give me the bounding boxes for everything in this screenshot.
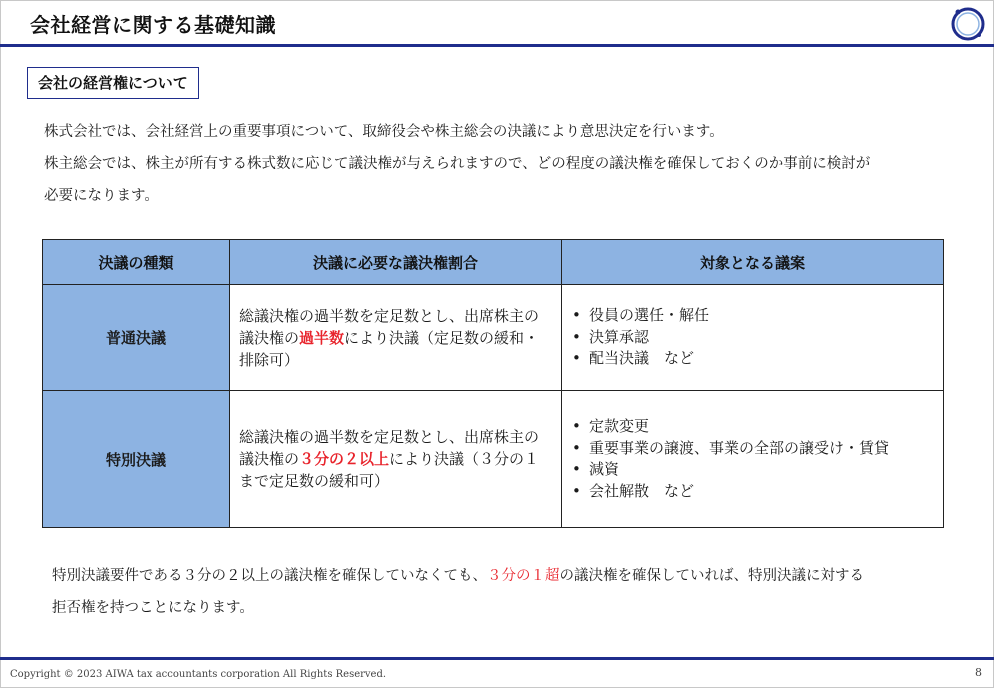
note-highlight: ３分の１超 bbox=[487, 568, 560, 584]
requirement-highlight: ３分の２以上 bbox=[299, 450, 390, 468]
list-item: • 定款変更 bbox=[570, 416, 937, 438]
note-line: 拒否権を持つことになります。 bbox=[52, 600, 254, 616]
row-requirement bbox=[230, 391, 562, 528]
note-text-part: の議決権を確保していれば、特別決議に対する bbox=[559, 568, 864, 584]
list-item: • 決算承認 bbox=[570, 327, 937, 349]
table-row bbox=[43, 391, 944, 528]
note-text bbox=[52, 560, 962, 624]
footer-divider bbox=[0, 657, 994, 660]
header-resolution-type: 決議の種類 bbox=[43, 240, 230, 285]
requirement-highlight: 過半数 bbox=[299, 328, 345, 347]
requirement-text: 総議決権の過半数を定足数とし、出席株主の議決権の bbox=[239, 306, 540, 347]
list-item: • 配当決議 など bbox=[570, 348, 937, 370]
intro-text bbox=[44, 116, 964, 212]
header-required-ratio: 決議に必要な議決権割合 bbox=[230, 240, 562, 285]
list-item: • 会社解散 など bbox=[570, 481, 937, 503]
header-target-items: 対象となる議案 bbox=[562, 240, 944, 285]
intro-line: 必要になります。 bbox=[44, 188, 159, 204]
resolution-table bbox=[42, 239, 944, 528]
list-item: • 役員の選任・解任 bbox=[570, 305, 937, 327]
page-number: 8 bbox=[975, 666, 982, 679]
section-heading: 会社の経営権について bbox=[27, 67, 199, 99]
row-items bbox=[562, 391, 944, 528]
note-line bbox=[52, 560, 962, 592]
copyright-text: Copyright © 2023 AIWA tax accountants corporation All Rights Reserved. bbox=[10, 669, 387, 680]
table-row bbox=[43, 285, 944, 391]
requirement-text: により決議（３分の１まで定足数の緩和可） bbox=[239, 450, 540, 490]
table-header-row bbox=[43, 240, 944, 285]
header-divider bbox=[0, 44, 994, 47]
row-items bbox=[562, 285, 944, 391]
intro-line: 株主総会では、株主が所有する株式数に応じて議決権が与えられますので、どの程度の議決権を確保しておくのか事前に検討が bbox=[44, 156, 871, 172]
list-item: • 減資 bbox=[570, 459, 937, 481]
intro-line: 株式会社では、会社経営上の重要事項について、取締役会や株主総会の決議により意思決定を行います。 bbox=[44, 124, 724, 140]
row-requirement bbox=[230, 285, 562, 391]
row-type-special: 特別決議 bbox=[43, 391, 230, 528]
row-type-ordinary: 普通決議 bbox=[43, 285, 230, 391]
requirement-text: により決議（定足数の緩和・排除可） bbox=[239, 328, 540, 369]
note-text-part: 特別決議要件である３分の２以上の議決権を確保していなくても、 bbox=[52, 568, 487, 584]
requirement-text: 総議決権の過半数を定足数とし、出席株主の議決権の bbox=[239, 428, 540, 468]
page-title: 会社経営に関する基礎知識 bbox=[30, 13, 276, 37]
list-item: • 重要事業の譲渡、事業の全部の譲受け・賃貸 bbox=[570, 438, 937, 460]
ring-logo-icon bbox=[948, 4, 988, 44]
